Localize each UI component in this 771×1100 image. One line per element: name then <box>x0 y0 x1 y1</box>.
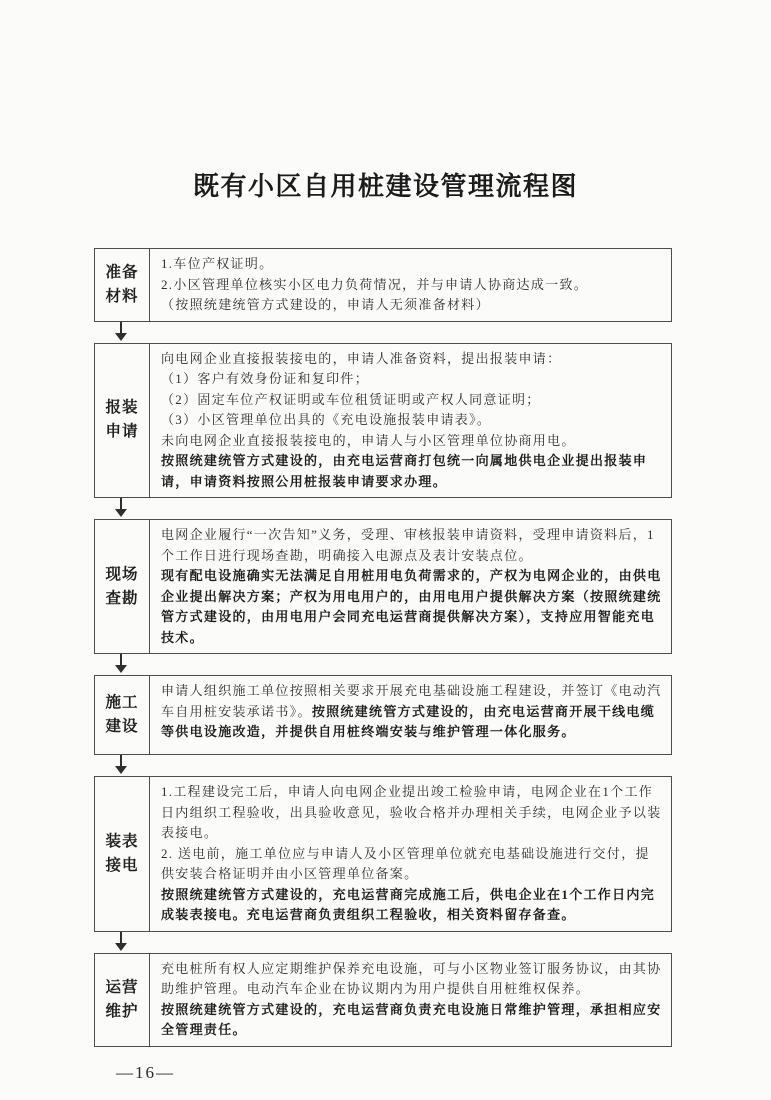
flow-step-wrap <box>94 675 672 776</box>
step-label-line: 查勘 <box>105 589 139 607</box>
step-text: （3）小区管理单位出具的《充电设施报装申请表》。 <box>161 412 492 427</box>
step-paragraph <box>161 782 663 844</box>
step-content <box>150 954 671 1046</box>
step-paragraph <box>161 295 663 316</box>
step-text: 2. 送电前，施工单位应与申请人及小区管理单位就充电基础设施进行交付，提供安装合格证明并由小区管理单位备案。 <box>161 845 650 881</box>
step-label-line: 施工 <box>105 694 139 711</box>
step-paragraph <box>161 390 663 411</box>
down-arrow-icon <box>114 322 128 343</box>
step-text-bold: 按照统建统管方式建设的，由充电运营商打包统一向属地供电企业提出报装申请，申请资料按照公用桩报装申请要求办理。 <box>161 453 648 489</box>
step-content <box>150 520 671 653</box>
step-content <box>150 676 671 754</box>
flowchart <box>94 248 672 1047</box>
step-label <box>95 676 150 754</box>
arrow-head <box>115 766 127 774</box>
flow-step-wrap <box>94 343 672 520</box>
step-paragraph <box>161 275 663 296</box>
step-label <box>95 249 150 321</box>
step-label-line: 报装 <box>105 399 139 417</box>
step-label <box>95 344 150 498</box>
step-label <box>95 777 150 931</box>
step-text: 1.车位产权证明。 <box>161 256 274 271</box>
flow-step <box>94 519 672 654</box>
step-label-line: 装表 <box>105 832 139 850</box>
arrow-head <box>115 665 127 673</box>
step-text: 申请人组织施工单位按照相关要求开展充电基础设施工程建设，并签订《电动汽车自用桩安装承诺书》。 <box>161 683 662 719</box>
step-label-line: 准备 <box>105 263 139 281</box>
flow-step <box>94 675 672 755</box>
step-paragraph <box>161 451 663 492</box>
flow-step <box>94 248 672 322</box>
step-text: （1）客户有效身份证和复印件； <box>161 371 370 386</box>
arrow-head <box>115 333 127 341</box>
step-paragraph <box>161 349 663 370</box>
flow-step <box>94 776 672 932</box>
step-paragraph <box>161 525 663 566</box>
step-text: 向电网企业直接报装接电的，申请人准备资料，提出报装申请： <box>161 350 562 366</box>
step-text-bold: 按照统建统管方式建设的，充电运营商完成施工后，供电企业在1个工作日内完成装表接电。充电运营商负责组织工程验收，相关资料留存备查。 <box>161 886 656 922</box>
step-paragraph <box>161 1000 663 1041</box>
step-label-line: 建设 <box>105 718 139 735</box>
step-text-bold: 按照统建统管方式建设的，由充电运营商开展干线电缆等供电设施改造，并提供自用桩终端安装与维护管理一体化服务。 <box>161 703 656 739</box>
step-label-line: 材料 <box>105 287 139 305</box>
flow-step <box>94 343 672 499</box>
step-paragraph <box>161 681 663 743</box>
step-content <box>150 344 671 498</box>
down-arrow-icon <box>114 498 128 519</box>
arrow-head <box>115 943 127 951</box>
down-arrow-icon <box>114 654 128 675</box>
arrow-head <box>115 509 127 517</box>
step-text: 电网企业履行“一次告知”义务，受理、审核报装申请资料，受理申请资料后，1个工作日进行现场查勘，明确接入电源点及表计安装点位。 <box>161 527 655 563</box>
step-label-line: 申请 <box>105 423 139 441</box>
step-paragraph <box>161 431 663 452</box>
flow-step-wrap <box>94 519 672 675</box>
page-number: —16— <box>116 1062 175 1082</box>
step-text: 未向电网企业直接报装接电的，申请人与小区管理单位协商用电。 <box>161 432 576 448</box>
flow-step-wrap <box>94 776 672 953</box>
step-paragraph <box>161 254 663 275</box>
down-arrow-icon <box>114 932 128 953</box>
step-paragraph <box>161 410 663 431</box>
step-text: 2.小区管理单位核实小区电力负荷情况，并与申请人协商达成一致。 <box>161 276 589 292</box>
step-text: 充电桩所有权人应定期维护保养充电设施，可与小区物业签订服务协议，由其协助维护管理。电动汽车企业在协议期内为用户提供自用桩维权保养。 <box>161 960 662 996</box>
step-content <box>150 777 671 931</box>
step-label-line: 现场 <box>105 565 139 583</box>
page-title: 既有小区自用桩建设管理流程图 <box>192 172 578 201</box>
step-label <box>95 954 150 1046</box>
step-text: 1.工程建设完工后，申请人向电网企业提出竣工检验申请，电网企业在1个工作日内组织工程验收，出具验收意见，验收合格并办理相关手续，电网企业予以装表接电。 <box>161 784 662 840</box>
flow-step-wrap <box>94 248 672 343</box>
step-label-line: 接电 <box>105 856 139 874</box>
flow-step-wrap <box>94 953 672 1047</box>
step-paragraph <box>161 885 663 926</box>
down-arrow-icon <box>114 755 128 776</box>
step-text: （按照统建统管方式建设的，申请人无须准备材料） <box>161 297 490 312</box>
step-paragraph <box>161 844 663 885</box>
step-text-bold: 现有配电设施确实无法满足自用桩用电负荷需求的，产权为电网企业的，由供电企业提出解决方案；产权为用电用户的，由用电用户提供解决方案（按照统建统管方式建设的，由用电用户会同充电运营商提供解决方案），支持应用智能充电技术。 <box>161 568 662 645</box>
step-paragraph <box>161 959 663 1000</box>
step-text: （2）固定车位产权证明或车位租赁证明或产权人同意证明； <box>161 391 541 407</box>
step-label-line: 维护 <box>105 1002 139 1020</box>
step-paragraph <box>161 566 663 648</box>
step-content <box>150 249 671 321</box>
step-text-bold: 按照统建统管方式建设的，充电运营商负责充电设施日常维护管理，承担相应安全管理责任。 <box>161 1001 662 1037</box>
step-label <box>95 520 150 653</box>
flow-step <box>94 953 672 1047</box>
step-label-line: 运营 <box>105 978 139 996</box>
step-paragraph <box>161 369 663 390</box>
